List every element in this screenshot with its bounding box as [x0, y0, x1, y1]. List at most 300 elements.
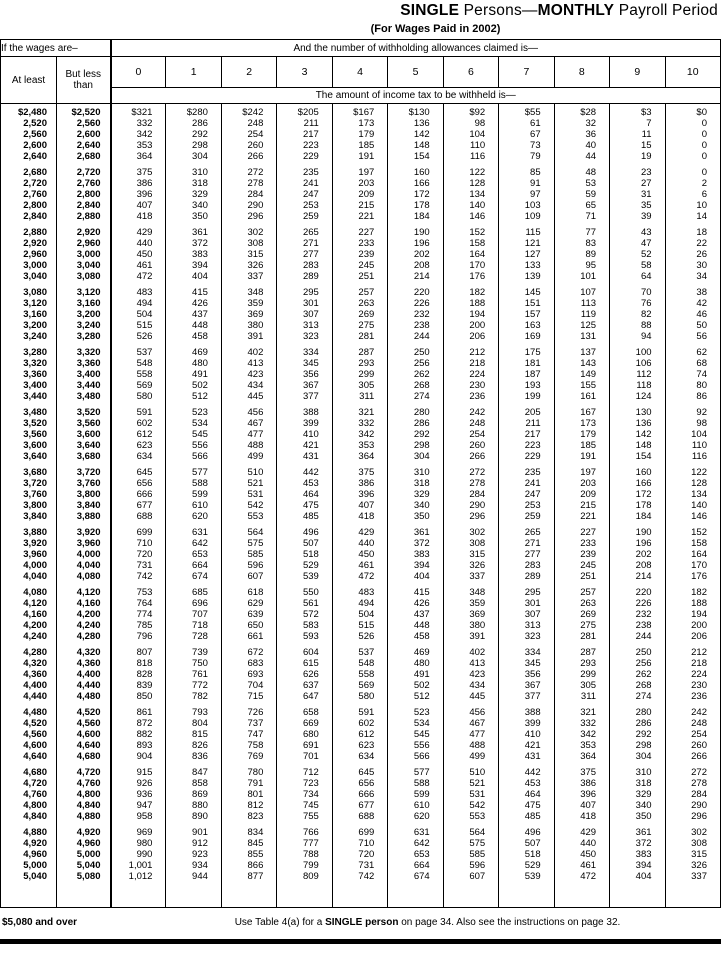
tax-amount-cell: $167 [332, 104, 387, 119]
table-row [1, 118, 721, 129]
but-less-than-header: But less than [57, 57, 111, 104]
tax-amount-cell: 148 [610, 440, 665, 451]
tax-amount-cell: 22 [696, 238, 707, 249]
tax-amount-cell: 826 [166, 740, 221, 751]
empty-cell [111, 882, 166, 908]
tax-amount-cell: 260 [221, 140, 276, 151]
withholding-table [0, 39, 721, 908]
tax-amount-cell: 521 [221, 478, 276, 489]
tax-amount-cell: 308 [443, 538, 498, 549]
table-row [1, 189, 721, 200]
tax-amount-cell: 191 [554, 451, 609, 462]
wage-but-less-cell: 4,240 [57, 620, 111, 631]
wage-at-least-cell: 4,520 [1, 718, 57, 729]
tax-amount-cell: 353 [111, 140, 166, 151]
tax-amount-cell: 653 [166, 549, 221, 560]
tax-amount-cell: 593 [277, 631, 332, 642]
wage-at-least-cell: 3,000 [1, 260, 57, 271]
tax-amount-cell: 56 [696, 331, 707, 342]
allowance-col-header: 10 [665, 57, 720, 88]
tax-amount-cell: 248 [221, 118, 276, 129]
table-row [1, 800, 721, 811]
tax-amount-cell: 375 [554, 762, 609, 778]
table-row [1, 260, 721, 271]
tax-amount-cell: 704 [221, 680, 276, 691]
tax-amount-cell: 278 [221, 178, 276, 189]
tax-amount-cell: 61 [499, 118, 554, 129]
wage-but-less-cell: 2,680 [57, 151, 111, 162]
tax-amount-cell: 133 [499, 260, 554, 271]
tax-amount-cell: 488 [443, 740, 498, 751]
tax-amount-cell: 515 [111, 320, 166, 331]
wage-at-least-cell: 4,480 [1, 702, 57, 718]
tax-amount-cell: 669 [277, 718, 332, 729]
tax-amount-cell: 893 [111, 740, 166, 751]
tax-amount-cell: 278 [691, 778, 707, 789]
tax-amount-cell: 0 [701, 118, 707, 129]
table-row [1, 598, 721, 609]
tax-amount-cell: 259 [277, 211, 332, 222]
table-row [1, 402, 721, 418]
tax-amount-cell: 173 [332, 118, 387, 129]
tax-amount-cell: 206 [691, 631, 707, 642]
tax-amount-cell: 483 [111, 282, 166, 298]
tax-amount-cell: 35 [610, 200, 665, 211]
tax-amount-cell: 298 [166, 140, 221, 151]
tax-amount-cell: 311 [332, 391, 387, 402]
title-persons: Persons— [459, 2, 538, 19]
tax-amount-cell: 334 [277, 342, 332, 358]
tax-amount-cell: 510 [443, 762, 498, 778]
tax-amount-cell: 190 [388, 222, 443, 238]
tax-amount-cell: 569 [332, 680, 387, 691]
tax-amount-cell: 299 [554, 669, 609, 680]
tax-amount-cell: 548 [332, 658, 387, 669]
tax-amount-cell: 332 [332, 418, 387, 429]
tax-amount-cell: 712 [277, 762, 332, 778]
tax-amount-cell: 969 [111, 822, 166, 838]
tax-amount-cell: 345 [277, 358, 332, 369]
tax-amount-cell: 23 [610, 162, 665, 178]
tax-amount-cell: 202 [388, 249, 443, 260]
tax-amount-cell: 208 [388, 260, 443, 271]
tax-amount-cell: 337 [691, 871, 707, 882]
tax-amount-cell: 340 [610, 800, 665, 811]
wage-at-least-cell: 2,760 [1, 189, 57, 200]
tax-amount-cell: 421 [277, 440, 332, 451]
tax-amount-cell: 298 [610, 740, 665, 751]
wage-but-less-cell: 3,280 [57, 331, 111, 342]
tax-amount-cell: 342 [554, 729, 609, 740]
table-row [1, 200, 721, 211]
tax-amount-cell: 148 [388, 140, 443, 151]
tax-amount-cell: 170 [691, 560, 707, 571]
tax-amount-cell: 342 [332, 429, 387, 440]
tax-amount-cell: 188 [443, 298, 498, 309]
table-row [1, 789, 721, 800]
tax-amount-cell: 47 [610, 238, 665, 249]
tax-amount-cell: 356 [277, 369, 332, 380]
table-row [1, 140, 721, 151]
tax-amount-cell: 699 [111, 522, 166, 538]
tax-amount-cell: 645 [332, 762, 387, 778]
wage-at-least-cell: 3,160 [1, 309, 57, 320]
wage-at-least-cell: 3,760 [1, 489, 57, 500]
tax-amount-cell: 284 [221, 189, 276, 200]
tax-amount-cell: 142 [610, 429, 665, 440]
tax-amount-cell: 350 [610, 811, 665, 822]
tax-amount-cell: 440 [332, 538, 387, 549]
tax-amount-cell: 556 [166, 440, 221, 451]
allowance-col-header: 7 [499, 57, 554, 88]
tax-amount-cell: 342 [111, 129, 166, 140]
tax-amount-cell: 214 [610, 571, 665, 582]
tax-amount-cell: 184 [610, 511, 665, 522]
wage-but-less-cell: 3,000 [57, 249, 111, 260]
wage-at-least-cell: 4,320 [1, 658, 57, 669]
tax-amount-cell: 215 [554, 500, 609, 511]
tax-amount-cell: 136 [610, 418, 665, 429]
tax-amount-cell: 728 [166, 631, 221, 642]
tax-amount-cell: 504 [111, 309, 166, 320]
wage-at-least-cell: 4,080 [1, 582, 57, 598]
tax-amount-cell: 369 [443, 609, 498, 620]
amount-withheld-label: The amount of income tax to be withheld is— [111, 88, 721, 104]
wage-at-least-cell: 2,920 [1, 238, 57, 249]
tax-amount-cell: 548 [111, 358, 166, 369]
tax-amount-cell: 418 [332, 511, 387, 522]
tax-amount-cell: 472 [554, 871, 609, 882]
tax-amount-cell: 780 [221, 762, 276, 778]
wage-at-least-cell: 3,400 [1, 380, 57, 391]
tax-amount-cell: 340 [166, 200, 221, 211]
tax-amount-cell: 127 [499, 249, 554, 260]
tax-amount-cell: 634 [332, 751, 387, 762]
wage-at-least-cell: 2,840 [1, 211, 57, 222]
tax-amount-cell: 429 [111, 222, 166, 238]
tax-amount-cell: 83 [554, 238, 609, 249]
tax-amount-cell: 407 [554, 800, 609, 811]
tax-amount-cell: 642 [388, 838, 443, 849]
footer-note-bold: SINGLE person [325, 916, 399, 928]
tax-amount-cell: 247 [499, 489, 554, 500]
tax-amount-cell: 293 [554, 658, 609, 669]
tax-amount-cell: $130 [388, 104, 443, 119]
tax-amount-cell: 664 [166, 560, 221, 571]
tax-amount-cell: 429 [554, 822, 609, 838]
tax-amount-cell: 289 [499, 571, 554, 582]
tax-amount-cell: 720 [332, 849, 387, 860]
tax-amount-cell: 664 [388, 860, 443, 871]
wage-at-least-cell: 4,640 [1, 751, 57, 762]
tax-amount-cell: 188 [691, 598, 707, 609]
tax-amount-cell: 263 [332, 298, 387, 309]
tax-amount-cell: 101 [554, 271, 609, 282]
wage-but-less-cell: 4,560 [57, 718, 111, 729]
tax-amount-cell: 367 [499, 680, 554, 691]
tax-amount-cell: 313 [499, 620, 554, 631]
tax-amount-cell: 121 [499, 238, 554, 249]
tax-amount-cell: 224 [443, 369, 498, 380]
tax-amount-cell: 256 [610, 658, 665, 669]
tax-amount-cell: 296 [221, 211, 276, 222]
wage-but-less-cell: 5,080 [57, 871, 111, 882]
table-row [1, 104, 721, 119]
wage-but-less-cell: 4,800 [57, 789, 111, 800]
tax-amount-cell: 880 [166, 800, 221, 811]
tax-amount-cell: 866 [221, 860, 276, 871]
tax-amount-cell: 502 [388, 680, 443, 691]
tax-amount-cell: 836 [166, 751, 221, 762]
empty-cell [166, 882, 221, 908]
tax-amount-cell: 286 [166, 118, 221, 129]
empty-cell [554, 882, 609, 908]
tax-amount-cell: 182 [443, 282, 498, 298]
tax-amount-cell: 52 [610, 249, 665, 260]
tax-amount-cell: 512 [388, 691, 443, 702]
table-row [1, 429, 721, 440]
tax-amount-cell: 502 [166, 380, 221, 391]
tax-amount-cell: $280 [166, 104, 221, 119]
tax-amount-cell: 423 [221, 369, 276, 380]
wage-at-least-cell: 4,800 [1, 800, 57, 811]
tax-amount-cell: 815 [166, 729, 221, 740]
tax-amount-cell: 53 [554, 178, 609, 189]
tax-amount-cell: 685 [166, 582, 221, 598]
wage-but-less-cell: 3,880 [57, 511, 111, 522]
tax-amount-cell: 858 [166, 778, 221, 789]
tax-amount-cell: 10 [696, 200, 707, 211]
wage-at-least-cell: 5,000 [1, 860, 57, 871]
tax-amount-cell: 577 [166, 462, 221, 478]
tax-amount-cell: 142 [388, 129, 443, 140]
tax-amount-cell: 701 [277, 751, 332, 762]
tax-amount-cell: 350 [388, 511, 443, 522]
tax-amount-cell: 170 [443, 260, 498, 271]
tax-amount-cell: 710 [111, 538, 166, 549]
table-row [1, 549, 721, 560]
tax-amount-cell: 250 [388, 342, 443, 358]
wage-but-less-cell: 4,600 [57, 729, 111, 740]
tax-amount-cell: 688 [332, 811, 387, 822]
wage-at-least-cell: 4,200 [1, 620, 57, 631]
tax-amount-cell: 295 [499, 582, 554, 598]
tax-amount-cell: 191 [332, 151, 387, 162]
tax-amount-cell: 151 [499, 298, 554, 309]
tax-amount-cell: 334 [499, 642, 554, 658]
wage-but-less-cell: 4,200 [57, 609, 111, 620]
tax-amount-cell: 618 [221, 582, 276, 598]
tax-amount-cell: 226 [610, 598, 665, 609]
wage-but-less-cell: 4,360 [57, 658, 111, 669]
wage-at-least-cell: 3,520 [1, 418, 57, 429]
tax-amount-cell: 359 [221, 298, 276, 309]
tax-amount-cell: 235 [499, 462, 554, 478]
tax-amount-cell: 653 [388, 849, 443, 860]
table-row [1, 658, 721, 669]
tax-amount-cell: 731 [332, 860, 387, 871]
tax-amount-cell: 421 [499, 740, 554, 751]
tax-amount-cell: 304 [610, 751, 665, 762]
wage-but-less-cell: 4,640 [57, 740, 111, 751]
tax-amount-cell: 32 [554, 118, 609, 129]
tax-amount-cell: 391 [443, 631, 498, 642]
tax-amount-cell: 27 [610, 178, 665, 189]
tax-amount-cell: 456 [221, 402, 276, 418]
tax-amount-cell: 172 [388, 189, 443, 200]
tax-amount-cell: 140 [691, 500, 707, 511]
tax-amount-cell: 98 [696, 418, 707, 429]
tax-amount-cell: 166 [610, 478, 665, 489]
tax-amount-cell: 329 [166, 189, 221, 200]
tax-amount-cell: 88 [610, 320, 665, 331]
wage-but-less-cell: 3,240 [57, 320, 111, 331]
tax-amount-cell: 70 [610, 282, 665, 298]
table-row [1, 560, 721, 571]
tax-amount-cell: 550 [277, 582, 332, 598]
tax-amount-cell: 73 [499, 140, 554, 151]
tax-amount-cell: 307 [499, 609, 554, 620]
tax-amount-cell: 658 [277, 702, 332, 718]
tax-amount-cell: 48 [554, 162, 609, 178]
tax-amount-cell: 823 [221, 811, 276, 822]
tax-amount-cell: 564 [221, 522, 276, 538]
table-row [1, 331, 721, 342]
table-row [1, 271, 721, 282]
wage-at-least-cell: 4,280 [1, 642, 57, 658]
tax-amount-cell: 164 [443, 249, 498, 260]
tax-amount-cell: 850 [111, 691, 166, 702]
tax-amount-cell: $55 [499, 104, 554, 119]
tax-amount-cell: 839 [111, 680, 166, 691]
tax-amount-cell: 683 [221, 658, 276, 669]
tax-amount-cell: 223 [277, 140, 332, 151]
wage-but-less-cell: 3,520 [57, 402, 111, 418]
table-row [1, 342, 721, 358]
tax-amount-cell: 80 [696, 380, 707, 391]
tax-amount-cell: 415 [388, 582, 443, 598]
tax-amount-cell: 329 [388, 489, 443, 500]
tax-amount-cell: 388 [277, 402, 332, 418]
tax-amount-cell: 190 [610, 522, 665, 538]
tax-amount-cell: 104 [691, 429, 707, 440]
table-row [1, 440, 721, 451]
wage-but-less-cell: 4,000 [57, 549, 111, 560]
tax-amount-cell: 106 [610, 358, 665, 369]
tax-amount-cell: 545 [388, 729, 443, 740]
wage-at-least-cell: 2,800 [1, 200, 57, 211]
table-body [1, 104, 721, 908]
tax-amount-cell: 375 [111, 162, 166, 178]
tax-amount-cell: 580 [111, 391, 166, 402]
tax-amount-cell: 11 [610, 129, 665, 140]
allowance-col-header: 8 [554, 57, 609, 88]
tax-amount-cell: 607 [221, 571, 276, 582]
wage-at-least-cell: 4,840 [1, 811, 57, 822]
tax-amount-cell: 229 [277, 151, 332, 162]
tax-amount-cell: 480 [166, 358, 221, 369]
tax-amount-cell: 287 [554, 642, 609, 658]
wage-at-least-cell: 3,480 [1, 402, 57, 418]
title-single: SINGLE [400, 2, 460, 19]
tax-amount-cell: 205 [499, 402, 554, 418]
tax-amount-cell: 507 [499, 838, 554, 849]
tax-amount-cell: $92 [443, 104, 498, 119]
tax-amount-cell: 872 [111, 718, 166, 729]
tax-amount-cell: 259 [499, 511, 554, 522]
empty-cell [332, 882, 387, 908]
wage-at-least-cell: 3,800 [1, 500, 57, 511]
tax-amount-cell: 250 [610, 642, 665, 658]
tax-amount-cell: 143 [554, 358, 609, 369]
tax-amount-cell: 265 [277, 222, 332, 238]
tax-amount-cell: 184 [388, 211, 443, 222]
tax-amount-cell: 318 [166, 178, 221, 189]
tax-amount-cell: 167 [554, 402, 609, 418]
tax-amount-cell: 100 [610, 342, 665, 358]
table-row [1, 129, 721, 140]
tax-amount-cell: 445 [443, 691, 498, 702]
tax-amount-cell: 318 [610, 778, 665, 789]
tax-amount-cell: 38 [696, 287, 707, 298]
table-row [1, 838, 721, 849]
table-row [1, 582, 721, 598]
tax-amount-cell: 453 [277, 478, 332, 489]
table-row [1, 298, 721, 309]
wage-at-least-cell: 3,640 [1, 451, 57, 462]
tax-amount-cell: 890 [166, 811, 221, 822]
tax-amount-cell: 179 [554, 429, 609, 440]
tax-amount-cell: 477 [221, 429, 276, 440]
wage-but-less-cell: 2,960 [57, 238, 111, 249]
tax-amount-cell: 6 [701, 189, 707, 200]
tax-amount-cell: 221 [332, 211, 387, 222]
tax-amount-cell: 407 [332, 500, 387, 511]
tax-amount-cell: 241 [277, 178, 332, 189]
tax-amount-cell: 620 [166, 511, 221, 522]
wage-but-less-cell: 5,000 [57, 849, 111, 860]
tax-amount-cell: 404 [388, 571, 443, 582]
table-row [1, 811, 721, 822]
tax-amount-cell: 292 [388, 429, 443, 440]
tax-amount-cell: 431 [499, 751, 554, 762]
wage-at-least-cell: 4,920 [1, 838, 57, 849]
tax-amount-cell: 315 [221, 249, 276, 260]
tax-amount-cell: 834 [221, 822, 276, 838]
tax-amount-cell: 163 [499, 320, 554, 331]
wage-at-least-cell: 3,320 [1, 358, 57, 369]
wage-at-least-cell: 3,280 [1, 342, 57, 358]
tax-amount-cell: 499 [443, 751, 498, 762]
tax-amount-cell: 461 [111, 260, 166, 271]
tax-amount-cell: 203 [554, 478, 609, 489]
tax-amount-cell: 423 [443, 669, 498, 680]
tax-amount-cell: 958 [111, 811, 166, 822]
allowance-col-header: 5 [388, 57, 443, 88]
tax-amount-cell: 753 [111, 582, 166, 598]
tax-amount-cell: 283 [499, 560, 554, 571]
wage-at-least-cell: 5,040 [1, 871, 57, 882]
tax-amount-cell: 750 [166, 658, 221, 669]
tax-amount-cell: 666 [111, 489, 166, 500]
tax-amount-cell: 764 [111, 598, 166, 609]
tax-amount-cell: 326 [691, 860, 707, 871]
tax-amount-cell: 372 [388, 538, 443, 549]
wage-but-less-cell: 3,480 [57, 391, 111, 402]
wage-but-less-cell: 4,160 [57, 598, 111, 609]
tax-amount-cell: 7 [610, 118, 665, 129]
tax-amount-cell: 134 [443, 189, 498, 200]
